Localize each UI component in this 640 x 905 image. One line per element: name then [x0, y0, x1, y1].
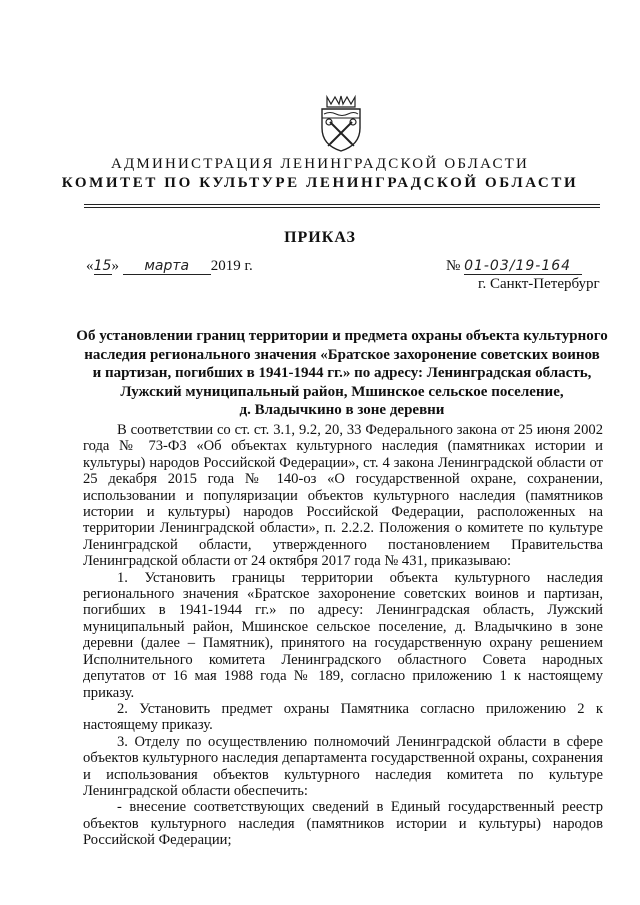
title-line: д. Владычкино в зоне деревни [239, 402, 445, 418]
order-item-1: 1. Установить границы территории объекта культурного наследия регионального значения «Братское захоронение советских воинов и партизан, погибших в 1941-1944 гг.» по адресу: Ленинградская область, Лужский муниципальный район, Мшинское сельское поселение, д. Владычкино в зоне деревни (далее – Памятник), принятого на государственную охрану решением Исполнительного комитета Ленинградского областного Совета народных депутатов от 16 мая 1988 года № 189, согласно приложению 1 к настоящему приказу. [83, 569, 603, 701]
date-open-quote: « [86, 258, 94, 274]
order-item-3: 3. Отделу по осуществлению полномочий Ленинградской области в сфере объектов культурного наследия департамента государственной охраны, сохранения и использования объектов культурного наследия комитета по культуре Ленинградской области обеспечить: [83, 733, 603, 799]
order-number [446, 258, 582, 275]
header-divider-2 [84, 207, 600, 208]
order-body [83, 422, 603, 849]
date-month: марта [123, 258, 211, 275]
date-day: 15 [93, 258, 112, 274]
number-value: 01-03/19-164 [464, 258, 582, 275]
preamble-paragraph: В соответствии со ст. ст. 3.1, 9.2, 20, 33 Федерального закона от 25 июня 2002 года № 73-ФЗ «Об объектах культурного наследия (памятниках истории и культуры) народов Российской Федерации», ст. 4 закона Ленинградской области от 25 декабря 2015 года № 140-оз «О государственной охране, сохранении, использовании и популяризации объектов культурного наследия (памятников истории и культуры) народов Российской Федерации, расположенных на территории Ленинградской области», п. 2.2.2. Положения о комитете по культуре Ленинградской области, утвержденного постановлением Правительства Ленинградской области от 24 октября 2017 года № 431, приказываю: [83, 422, 603, 570]
header-divider [84, 204, 600, 205]
date-close-quote: » [111, 258, 119, 274]
document-type: ПРИКАЗ [284, 229, 356, 246]
order-item-2: 2. Установить предмет охраны Памятника согласно приложению 2 к настоящему приказу. [83, 700, 603, 734]
org-title-committee: КОМИТЕТ ПО КУЛЬТУРЕ ЛЕНИНГРАДСКОЙ ОБЛАСТИ [61, 175, 579, 191]
date-year: 2019 г. [210, 258, 253, 274]
title-line: Об установлении границ территории и предмета охраны объекта культурного [76, 328, 608, 344]
coat-of-arms-icon [316, 92, 366, 154]
title-line: наследия регионального значения «Братское захоронение советских воинов [84, 346, 600, 363]
title-line: Лужский муниципальный район, Мшинское сельское поселение, [120, 383, 564, 400]
order-place: г. Санкт-Петербург [478, 276, 600, 292]
order-item-3-subitem: - внесение соответствующих сведений в Единый государственный реестр объектов культурного наследия (памятников истории и культуры) народов Российской Федерации; [83, 799, 603, 849]
org-title-administration: АДМИНИСТРАЦИЯ ЛЕНИНГРАДСКОЙ ОБЛАСТИ [110, 156, 530, 172]
order-title [72, 327, 612, 420]
number-prefix: № [446, 258, 461, 274]
title-line: и партизан, погибших в 1941-1944 гг.» по адресу: Ленинградская область, [92, 365, 592, 381]
order-date [86, 258, 253, 275]
